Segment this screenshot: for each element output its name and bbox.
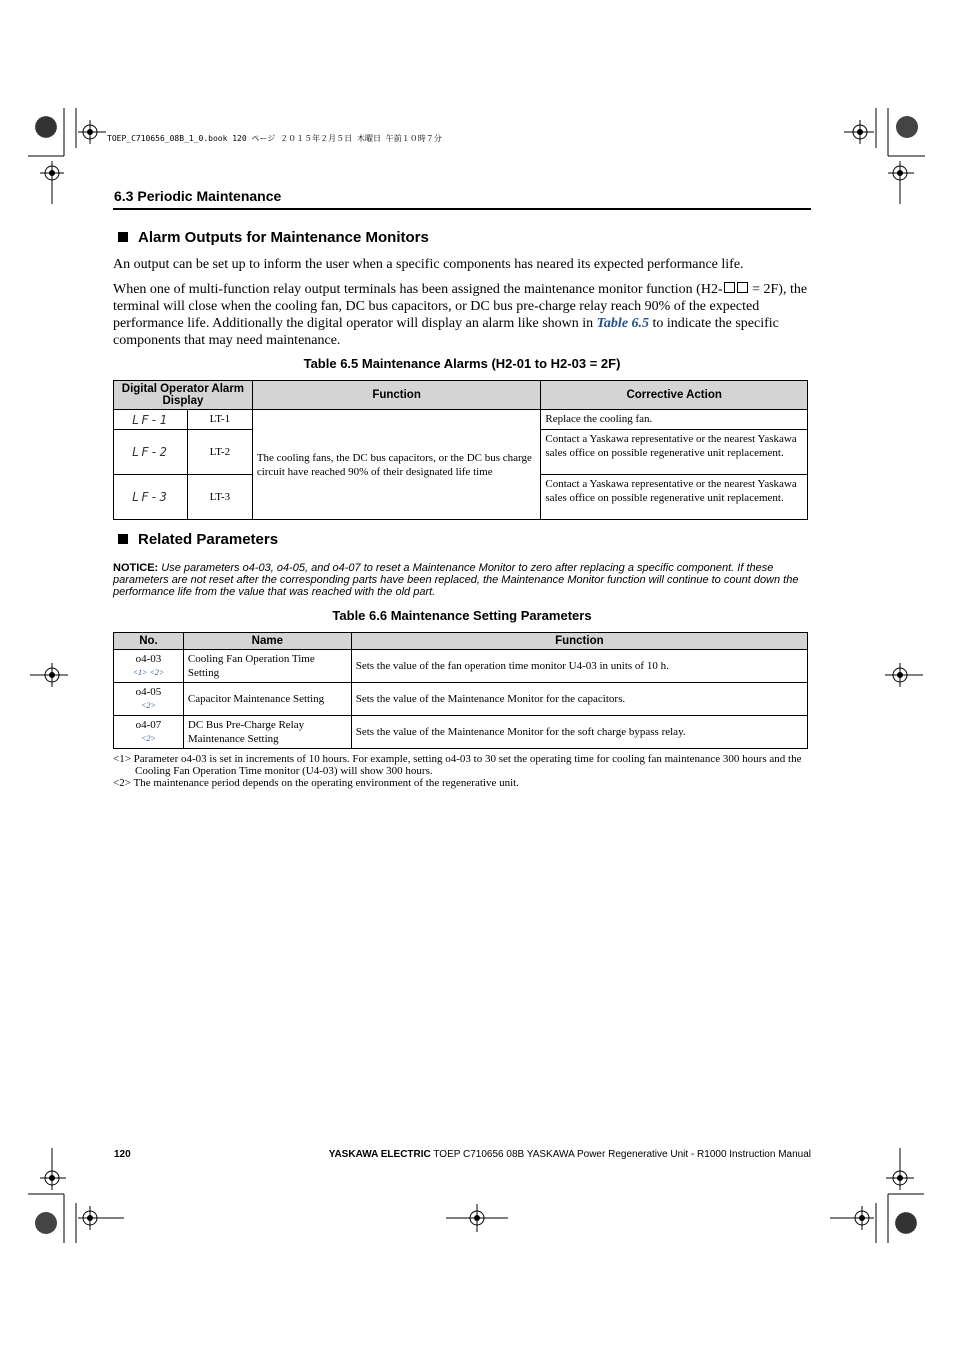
alarm-function: The cooling fans, the DC bus capacitors, or the DC bus charge circuit have reached 90% of their designated life time: [252, 410, 541, 520]
col-header-no: No.: [114, 633, 184, 650]
alarm-heading: Alarm Outputs for Maintenance Monitors: [118, 229, 429, 246]
col-header-function: Function: [351, 633, 807, 650]
param-name: Capacitor Maintenance Setting: [183, 683, 351, 716]
footnotes: [113, 753, 811, 789]
param-no: o4-03 <1> <2>: [114, 650, 184, 683]
footer-title: YASKAWA ELECTRIC TOEP C710656 08B YASKAWA Power Regenerative Unit - R1000 Instruction Manual: [328, 1149, 811, 1160]
notice-block: [113, 562, 811, 598]
table-6-5-caption: Table 6.5 Maintenance Alarms (H2-01 to H2-03 = 2F): [303, 356, 621, 371]
alarm-code: LT-1: [187, 410, 252, 430]
footer-brand: YASKAWA ELECTRIC: [328, 1149, 431, 1160]
print-header: TOEP_C710656_08B_1_0.book 120 ページ ２０１５年２月５日 木曜日 午前１０時７分: [107, 134, 442, 143]
alarm-code: LT-2: [187, 430, 252, 475]
footnote-ref-link[interactable]: <2>: [141, 701, 156, 710]
corrective-action: Replace the cooling fan.: [541, 410, 808, 430]
crop-mark-top-right: [830, 108, 930, 208]
page-number: 120: [114, 1149, 131, 1160]
param-function: Sets the value of the fan operation time monitor U4-03 in units of 10 h.: [351, 650, 807, 683]
maintenance-alarms-table: [113, 380, 808, 520]
crop-mark-mid-left: [28, 660, 68, 690]
param-function: Sets the value of the Maintenance Monitor for the soft charge bypass relay.: [351, 716, 807, 749]
table-6-5-link[interactable]: Table 6.5: [596, 316, 650, 331]
footnote-ref-link[interactable]: <1> <2>: [132, 668, 165, 677]
table-row: [114, 716, 808, 749]
footnote-1: <1> Parameter o4-03 is set in increments of 10 hours. For example, setting o4-03 to 30 set the operating time for cooling fan maintenance 300 hours and the Cooling Fan Operation Time monitor (U4-03) will show 300 hours.: [113, 753, 802, 777]
related-heading: Related Parameters: [118, 531, 278, 548]
corrective-action: Contact a Yaskawa representative or the nearest Yaskawa sales office on possible regenerative unit replacement.: [541, 430, 808, 475]
crop-mark-top-left: [28, 108, 118, 208]
square-bullet-icon: [118, 534, 128, 544]
header-rule: [113, 208, 811, 210]
crop-mark-bottom-center: [446, 1200, 510, 1236]
corrective-action: Contact a Yaskawa representative or the nearest Yaskawa sales office on possible regenerative unit replacement.: [541, 475, 808, 520]
param-name: DC Bus Pre-Charge Relay Maintenance Setting: [183, 716, 351, 749]
param-no: o4-07 <2>: [114, 716, 184, 749]
table-6-6-caption: Table 6.6 Maintenance Setting Parameters: [332, 608, 592, 623]
param-function: Sets the value of the Maintenance Monitor for the capacitors.: [351, 683, 807, 716]
notice-label: NOTICE:: [113, 562, 159, 574]
alarm-code: LT-3: [187, 475, 252, 520]
table-row: [114, 650, 808, 683]
alarm-para-1: An output can be set up to inform the user when a specific components has neared its expected performance life.: [113, 257, 744, 272]
col-header-function: Function: [252, 381, 541, 410]
table-row: [114, 683, 808, 716]
maintenance-setting-table: [113, 632, 808, 749]
col-header-action: Corrective Action: [541, 381, 808, 410]
placeholder-box-icon: [724, 282, 735, 293]
param-no: o4-05 <2>: [114, 683, 184, 716]
notice-text: Use parameters o4-03, o4-05, and o4-07 to reset a Maintenance Monitor to zero after replacing a specific component. If these parameters are not reset after the corresponding parts have been replaced, the Maintenance Monitor function will continue to count down the performance life from the value that was reached with the old part.: [113, 562, 799, 598]
crop-mark-mid-right: [885, 660, 925, 690]
col-header-display: Digital Operator Alarm Display: [114, 381, 253, 410]
section-title: 6.3 Periodic Maintenance: [114, 188, 282, 204]
param-name: Cooling Fan Operation Time Setting: [183, 650, 351, 683]
placeholder-box-icon: [737, 282, 748, 293]
footnote-ref-link[interactable]: <2>: [141, 734, 156, 743]
crop-mark-bottom-left: [28, 1148, 128, 1248]
crop-mark-bottom-right: [826, 1148, 926, 1248]
lcd-display: LF-1: [114, 410, 188, 430]
col-header-name: Name: [183, 633, 351, 650]
footnote-2: <2> The maintenance period depends on the operating environment of the regenerative unit.: [113, 777, 519, 789]
alarm-para-2: When one of multi-function relay output terminals has been assigned the maintenance monitor function (H2- = 2F), the terminal will close when the cooling fan, DC bus capacitors, or DC bus pre-charge relay reach 90% of the expected performance life. Additionally the digital operator will display an alarm like shown in Table 6.5 to indicate the specific components that may need maintenance.: [113, 282, 808, 348]
square-bullet-icon: [118, 232, 128, 242]
table-row: [114, 410, 808, 430]
lcd-display: LF-3: [114, 475, 188, 520]
lcd-display: LF-2: [114, 430, 188, 475]
